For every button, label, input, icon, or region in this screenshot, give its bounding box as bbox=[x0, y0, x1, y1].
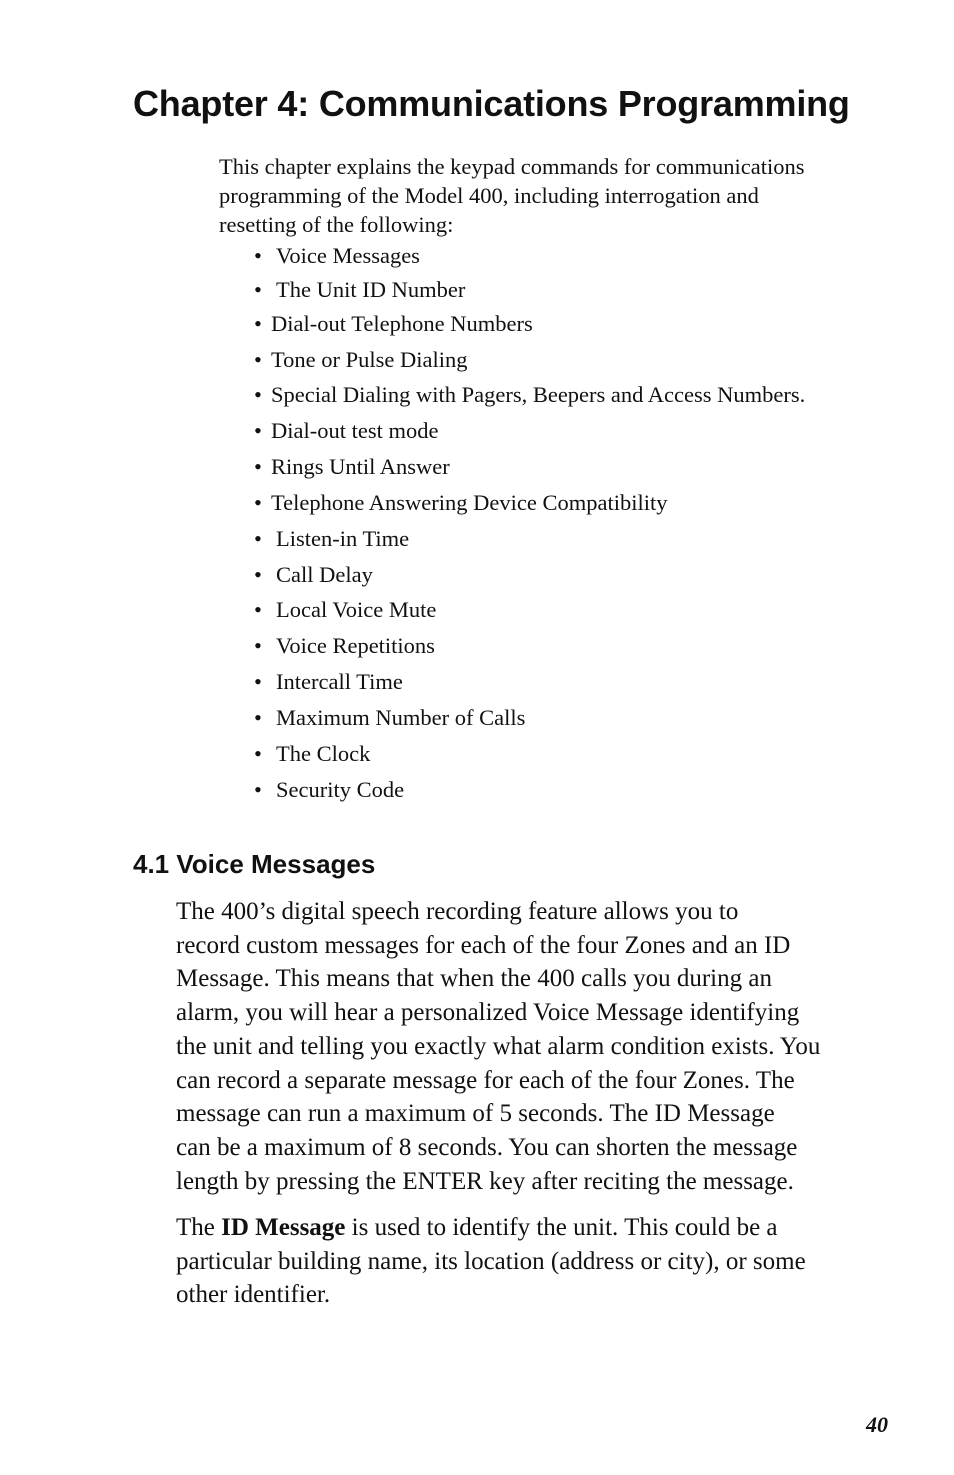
list-item bbox=[254, 667, 403, 697]
list-item-label: Security Code bbox=[276, 777, 405, 802]
paragraph-line: can record a separate message for each of the four Zones. The bbox=[176, 1066, 795, 1094]
list-item bbox=[254, 241, 420, 271]
list-item-label: Telephone Answering Device Compatibility bbox=[271, 490, 668, 515]
page-number: 40 bbox=[866, 1412, 888, 1437]
bullet-marker: • bbox=[254, 277, 262, 302]
paragraph-suffix: is used to identify the unit. This could be a bbox=[345, 1214, 778, 1241]
paragraph-line: message can run a maximum of 5 seconds. The ID Message bbox=[176, 1100, 775, 1128]
paragraph-line: can be a maximum of 8 seconds. You can shorten the message bbox=[176, 1133, 798, 1161]
list-item-label: Dial-out Telephone Numbers bbox=[271, 311, 533, 336]
intro-line: This chapter explains the keypad commands for communications bbox=[219, 154, 805, 179]
list-item-label: Rings Until Answer bbox=[271, 454, 450, 479]
list-item bbox=[254, 452, 450, 482]
list-item-label: Dial-out test mode bbox=[271, 418, 439, 443]
bullet-marker: • bbox=[254, 347, 262, 372]
intro-line: programming of the Model 400, including interrogation and bbox=[219, 183, 759, 208]
bullet-marker: • bbox=[254, 562, 262, 587]
bullet-marker: • bbox=[254, 705, 262, 730]
id-message-paragraph bbox=[176, 1211, 876, 1312]
list-item bbox=[254, 380, 805, 410]
list-item-label: Special Dialing with Pagers, Beepers and Access Numbers. bbox=[271, 382, 806, 407]
voice-messages-paragraph bbox=[176, 895, 876, 1198]
bullet-marker: • bbox=[254, 633, 262, 658]
bullet-marker: • bbox=[254, 490, 262, 515]
bullet-marker: • bbox=[254, 418, 262, 443]
list-item bbox=[254, 524, 409, 554]
paragraph-line: particular building name, its location (address or city), or some bbox=[176, 1247, 806, 1275]
paragraph-prefix: The bbox=[176, 1214, 222, 1241]
id-message-term: ID Message bbox=[221, 1214, 346, 1241]
intro-line: resetting of the following: bbox=[219, 212, 454, 237]
bullet-marker: • bbox=[254, 311, 262, 336]
list-item-label: The Clock bbox=[276, 741, 371, 766]
paragraph-line: length by pressing the ENTER key after reciting the message. bbox=[176, 1167, 794, 1195]
bullet-marker: • bbox=[254, 382, 262, 407]
paragraph-line: other identifier. bbox=[176, 1281, 331, 1309]
list-item-label: Voice Repetitions bbox=[276, 633, 435, 658]
list-item-label: Local Voice Mute bbox=[276, 597, 437, 622]
bullet-marker: • bbox=[254, 243, 262, 268]
list-item bbox=[254, 631, 435, 661]
list-item-label: Voice Messages bbox=[276, 243, 420, 268]
paragraph-line bbox=[176, 1211, 876, 1245]
list-item bbox=[254, 703, 525, 733]
list-item bbox=[254, 309, 533, 339]
bullet-marker: • bbox=[254, 777, 262, 802]
paragraph-line: The 400’s digital speech recording feature allows you to bbox=[176, 898, 739, 925]
list-item bbox=[254, 275, 465, 305]
bullet-marker: • bbox=[254, 597, 262, 622]
list-item-label: Tone or Pulse Dialing bbox=[271, 347, 468, 372]
list-item bbox=[254, 345, 468, 375]
list-item bbox=[254, 595, 436, 625]
list-item-label: Intercall Time bbox=[276, 669, 403, 694]
paragraph-line: Message. This means that when the 400 calls you during an bbox=[176, 965, 772, 993]
list-item-label: Maximum Number of Calls bbox=[276, 705, 526, 730]
paragraph-line: the unit and telling you exactly what alarm condition exists. You bbox=[176, 1032, 821, 1060]
list-item bbox=[254, 775, 404, 805]
list-item bbox=[254, 488, 667, 518]
bullet-marker: • bbox=[254, 741, 262, 766]
list-item-label: Listen-in Time bbox=[276, 526, 410, 551]
list-item bbox=[254, 739, 370, 769]
list-item bbox=[254, 560, 373, 590]
paragraph-line: alarm, you will hear a personalized Voice Message identifying bbox=[176, 999, 800, 1027]
bullet-marker: • bbox=[254, 454, 262, 479]
paragraph-line: record custom messages for each of the four Zones and an ID bbox=[176, 931, 791, 959]
list-item bbox=[254, 416, 438, 446]
list-item-label: Call Delay bbox=[276, 562, 373, 587]
bullet-marker: • bbox=[254, 669, 262, 694]
chapter-intro bbox=[219, 152, 869, 239]
bullet-marker: • bbox=[254, 526, 262, 551]
chapter-title: Chapter 4: Communications Programming bbox=[133, 83, 850, 124]
list-item-label: The Unit ID Number bbox=[276, 277, 466, 302]
section-title: 4.1 Voice Messages bbox=[133, 849, 376, 879]
